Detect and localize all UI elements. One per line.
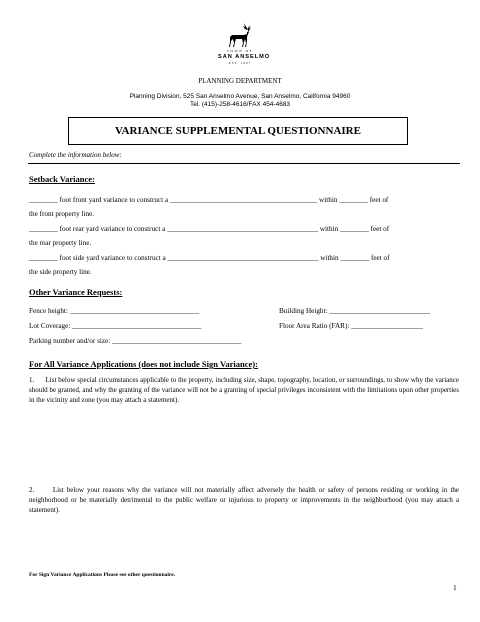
deer-icon (224, 22, 256, 48)
side-yard-field[interactable]: ________ foot side yard variance to construct a __________________________________________ within ________ feet of (29, 254, 390, 262)
logo-est: EST. 1907 (228, 61, 252, 65)
parking-field[interactable]: Parking number and/or size: ____________________________________ (29, 337, 242, 345)
logo-small-text: TOWN OF (226, 49, 254, 53)
logo-town-name: SAN ANSELMO (218, 54, 271, 60)
all-variance-heading: For All Variance Applications (does not include Sign Variance): (29, 359, 258, 369)
front-yard-field[interactable]: ________ foot front yard variance to construct a _________________________________________ within ________ feet of (29, 196, 389, 204)
page-number: 1 (453, 583, 457, 592)
setback-heading: Setback Variance: (29, 174, 95, 184)
question-1: 1. List below special circumstances applicable to the property, including size, shape, topography, location, or surroundings, to show why the variance should be granted, and why the granting of the variance will not be a granting of special privileges inconsistent with the limitations upon other properties in the vicinity and zone (you may attach a statement). (29, 376, 459, 404)
other-requests-heading: Other Variance Requests: (29, 287, 123, 297)
far-field[interactable]: Floor Area Ratio (FAR): ____________________ (279, 322, 424, 330)
fence-building-row (29, 307, 459, 315)
lot-coverage-field[interactable]: Lot Coverage: ____________________________________ (29, 322, 202, 330)
town-logo (218, 22, 271, 65)
coverage-far-row (29, 322, 459, 330)
rear-yard-field[interactable]: ________ foot rear yard variance to construct a __________________________________________ within ________ feet of (29, 225, 390, 233)
department-name: PLANNING DEPARTMENT (198, 77, 282, 85)
document-title: VARIANCE SUPPLEMENTAL QUESTIONNAIRE (68, 117, 408, 145)
rear-yard-field-cont: the rear property line. (29, 239, 92, 247)
sign-variance-note: For Sign Variance Applications Please see other questionnaire. (29, 572, 176, 578)
department-address: Planning Division, 525 San Anselmo Avenue, San Anselmo, California 94960 (129, 93, 351, 100)
question-2: 2. List below your reasons why the variance will not materially affect adversely the health or safety of persons residing or working in the neighborhood or be materially detrimental to the public welfare or injurious to property or improvements in the neighborhood (you may attach a statement). (29, 486, 459, 514)
instruction-text: Complete the information below: (29, 151, 122, 159)
front-yard-field-cont: the front property line. (29, 210, 95, 218)
divider (28, 163, 460, 164)
fence-height-field[interactable]: Fence height: ____________________________________ (29, 307, 200, 315)
building-height-field[interactable]: Building Height: ____________________________ (279, 307, 430, 315)
side-yard-field-cont: the side property line. (29, 268, 92, 276)
department-telephone: Tel. (415)-258-4616/FAX 454-4683 (189, 101, 291, 108)
